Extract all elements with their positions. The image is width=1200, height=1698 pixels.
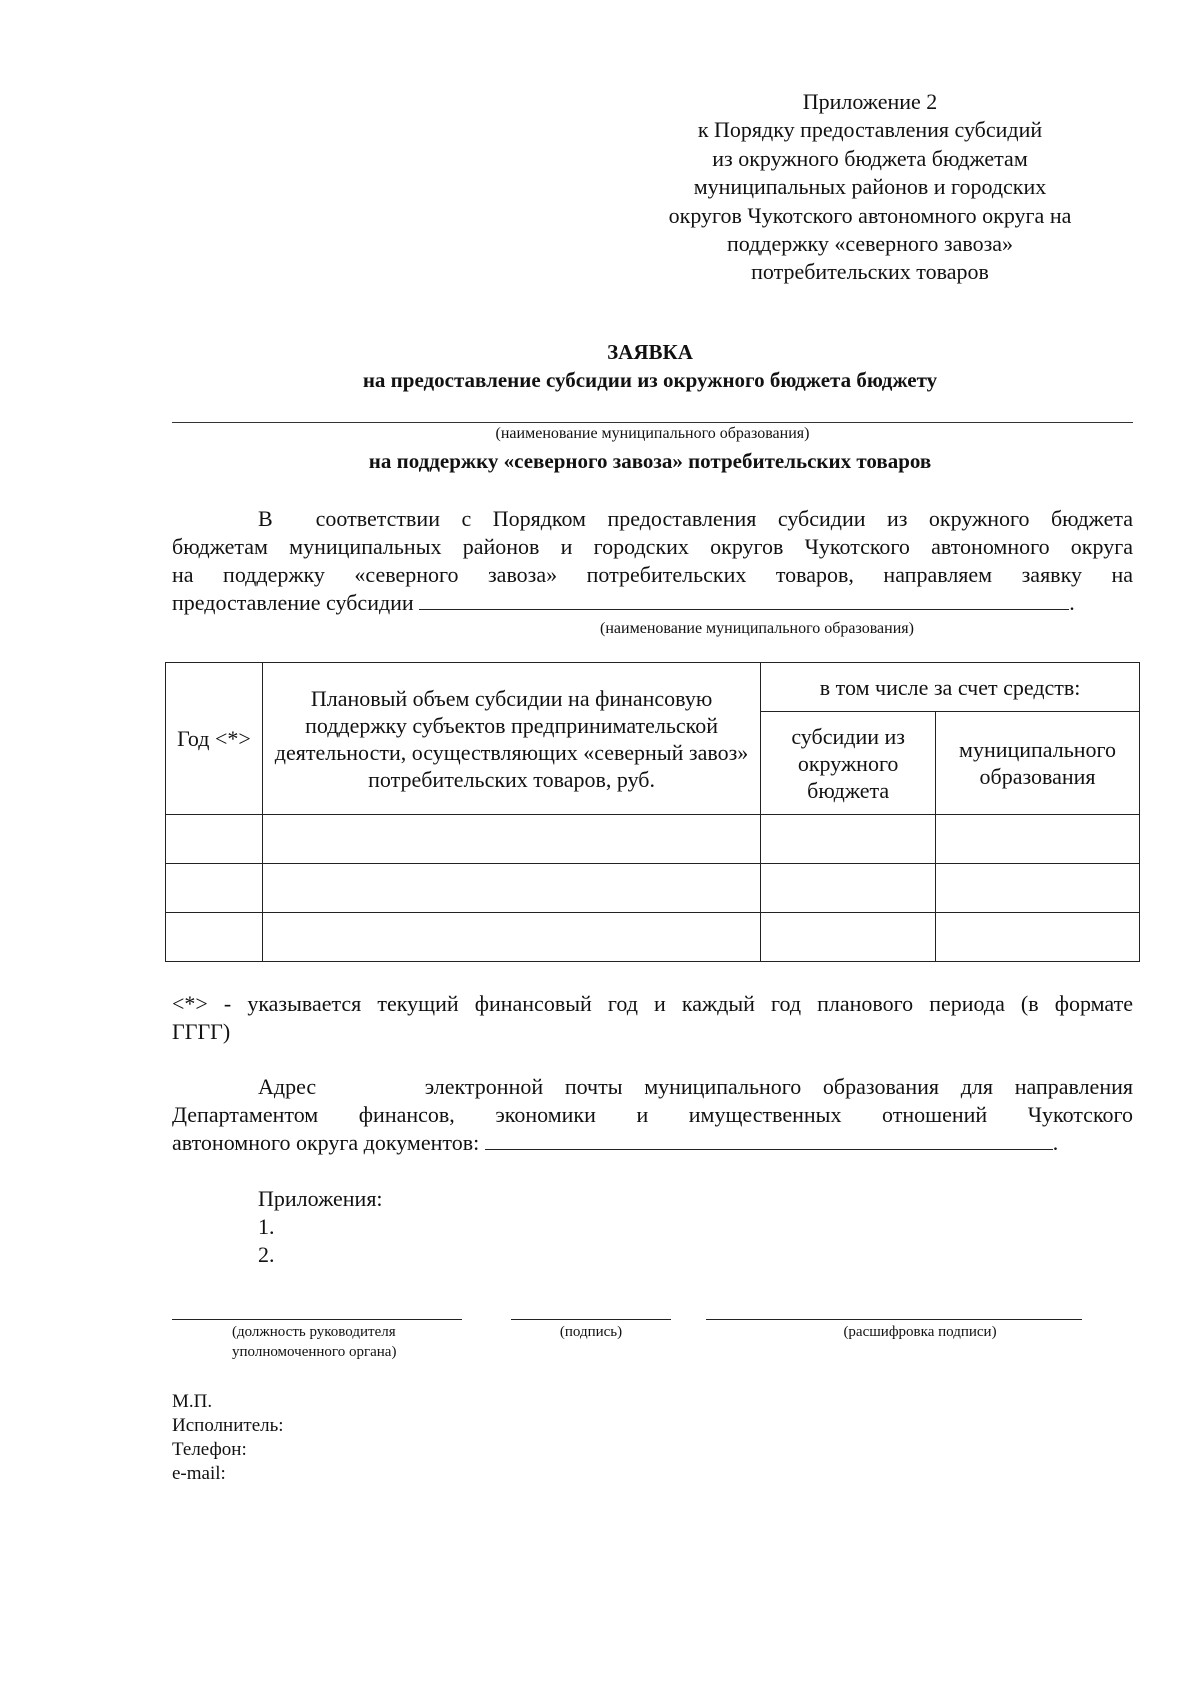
position-caption-line: (должность руководителя xyxy=(232,1324,396,1340)
email-period: . xyxy=(1052,1130,1059,1155)
cell-year[interactable] xyxy=(166,913,263,962)
cell-year[interactable] xyxy=(166,815,263,864)
annex-line: потребительских товаров xyxy=(751,259,989,285)
cell-district-subsidy[interactable] xyxy=(761,864,936,913)
intro-paragraph xyxy=(172,505,1133,617)
footnote-line: <*> - указывается текущий финансовый год и каждый год планового периода (в формате xyxy=(172,991,1133,1016)
annex-line: округов Чукотского автономного округа на xyxy=(668,202,1072,228)
header-municipal: муниципального образования xyxy=(936,712,1140,815)
header-funding-group: в том числе за счет средств: xyxy=(761,663,1140,712)
attachment-item: 2. xyxy=(258,1242,275,1267)
intro-line: бюджетам муниципальных районов и городских округов Чукотского автономного округа xyxy=(172,534,1133,559)
footer-block xyxy=(172,1390,284,1486)
annex-line: из окружного бюджета бюджетам xyxy=(712,145,1028,171)
header-planned-volume: Плановый объем субсидии на финансовую поддержку субъектов предпринимательской деятельности, осуществляющих «северный завоз» потребительских товаров, руб. xyxy=(262,663,760,815)
header-district-subsidy: субсидии из окружного бюджета xyxy=(761,712,936,815)
document-title: ЗАЯВКА xyxy=(607,340,693,364)
cell-planned-volume[interactable] xyxy=(262,815,760,864)
position-caption-line: уполномоченного органа) xyxy=(232,1344,397,1360)
cell-year[interactable] xyxy=(166,864,263,913)
position-caption xyxy=(172,1322,462,1362)
cell-planned-volume[interactable] xyxy=(262,864,760,913)
attachment-item: 1. xyxy=(258,1214,275,1239)
email-input-line[interactable] xyxy=(485,1129,1053,1150)
signature-line[interactable] xyxy=(511,1319,671,1320)
email-paragraph xyxy=(172,1073,1133,1157)
email-line: автономного округа документов: xyxy=(172,1130,480,1155)
attachments-label: Приложения: xyxy=(258,1186,383,1211)
executor-label: Исполнитель: xyxy=(172,1415,284,1436)
municipality-input-line[interactable] xyxy=(419,589,1069,610)
cell-municipal[interactable] xyxy=(936,864,1140,913)
signature-decode-line[interactable] xyxy=(706,1319,1082,1320)
signature-caption: (подпись) xyxy=(559,1324,623,1340)
cell-district-subsidy[interactable] xyxy=(761,913,936,962)
intro-line: предоставление субсидии xyxy=(172,590,414,615)
email-label: e-mail: xyxy=(172,1463,226,1484)
intro-indent-word: В xyxy=(258,506,273,531)
attachments xyxy=(258,1185,383,1269)
document-subtitle-2: на поддержку «северного завоза» потребительских товаров xyxy=(368,449,932,473)
subsidy-table xyxy=(165,662,1140,962)
email-line: электронной почты муниципального образования для направления xyxy=(424,1074,1133,1099)
footnote xyxy=(172,990,1133,1046)
cell-district-subsidy[interactable] xyxy=(761,815,936,864)
intro-period: . xyxy=(1069,590,1075,615)
cell-planned-volume[interactable] xyxy=(262,913,760,962)
stamp-label: М.П. xyxy=(172,1391,213,1412)
annex-line: поддержку «северного завоза» xyxy=(726,231,1014,257)
cell-municipal[interactable] xyxy=(936,913,1140,962)
table-row xyxy=(166,913,1140,962)
document-subtitle: на предоставление субсидии из окружного бюджета бюджету xyxy=(362,368,938,392)
position-signature-line[interactable] xyxy=(172,1319,462,1320)
annex-line: муниципальных районов и городских xyxy=(693,174,1047,200)
cell-municipal[interactable] xyxy=(936,815,1140,864)
footnote-line: ГГГГ) xyxy=(172,1019,231,1044)
annex-line: Приложение 2 xyxy=(802,89,938,114)
municipality-name-field[interactable] xyxy=(172,422,1133,423)
table-row xyxy=(166,815,1140,864)
header-year: Год <*> xyxy=(166,663,263,815)
phone-label: Телефон: xyxy=(172,1439,247,1460)
annex-header xyxy=(640,88,1100,287)
municipality-caption: (наименование муниципального образования) xyxy=(495,425,810,442)
table-row xyxy=(166,864,1140,913)
annex-line: к Порядку предоставления субсидий xyxy=(697,117,1043,143)
intro-line: соответствии с Порядком предоставления субсидии из окружного бюджета xyxy=(315,506,1133,531)
decode-caption: (расшифровка подписи) xyxy=(843,1324,997,1340)
intro-caption: (наименование муниципального образования) xyxy=(600,620,914,637)
intro-line: на поддержку «северного завоза» потребительских товаров, направляем заявку на xyxy=(172,562,1133,587)
email-indent-word: Адрес xyxy=(258,1074,317,1099)
email-line: Департаментом финансов, экономики и имущественных отношений Чукотского xyxy=(172,1102,1133,1127)
